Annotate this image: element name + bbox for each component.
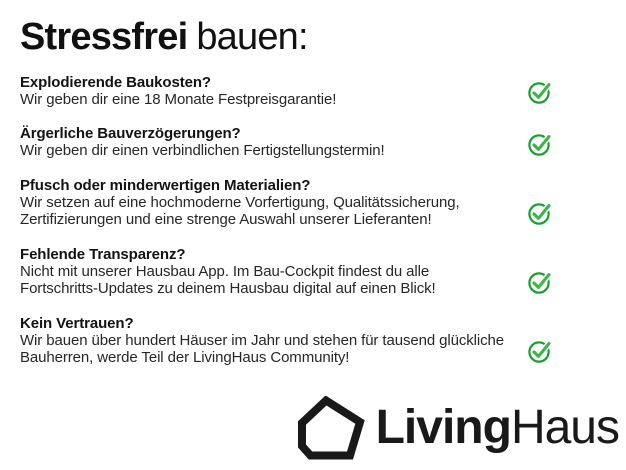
benefit-question: Pfusch oder minderwertigen Materialien? bbox=[20, 176, 311, 194]
house-outline-icon bbox=[296, 396, 368, 465]
benefit-question: Fehlende Transparenz? bbox=[20, 245, 186, 263]
title-bold: Stressfrei bbox=[20, 16, 188, 58]
benefit-text bbox=[20, 125, 507, 160]
benefit-item bbox=[20, 315, 626, 367]
check-circle-icon bbox=[527, 132, 552, 157]
check-circle-icon bbox=[527, 339, 552, 364]
benefit-question: Kein Vertrauen? bbox=[20, 314, 134, 332]
benefit-answer: Wir geben dir eine 18 Monate Festpreisgarantie! bbox=[20, 90, 337, 108]
logo-wordmark bbox=[375, 400, 619, 458]
page-title bbox=[20, 16, 626, 59]
check-circle-icon bbox=[527, 80, 552, 105]
benefit-item bbox=[20, 177, 626, 229]
benefit-text bbox=[20, 74, 507, 109]
benefit-item bbox=[20, 246, 626, 298]
brand-logo bbox=[296, 396, 619, 465]
benefit-question: Ärgerliche Bauverzögerungen? bbox=[20, 125, 241, 143]
benefit-text bbox=[20, 246, 507, 298]
benefit-answer: Wir setzen auf eine hochmoderne Vorfertigung, Qualitätssicherung, Zertifizierungen und eine strenge Auswahl unserer Lieferanten! bbox=[20, 193, 460, 229]
benefit-item bbox=[20, 125, 626, 160]
logo-text-light: Haus bbox=[510, 400, 619, 454]
benefit-item bbox=[20, 74, 626, 109]
benefit-answer: Wir bauen über hundert Häuser im Jahr und stehen für tausend glückliche Bauherren, werde Teil der LivingHaus Community! bbox=[20, 331, 505, 367]
check-circle-icon bbox=[527, 270, 552, 295]
title-regular: bauen: bbox=[196, 16, 308, 58]
benefit-text bbox=[20, 177, 507, 229]
benefit-answer: Nicht mit unserer Hausbau App. Im Bau-Cockpit findest du alle Fortschritts-Updates zu deinem Hausbau digital auf einen Blick! bbox=[20, 262, 436, 298]
benefit-answer: Wir geben dir einen verbindlichen Fertigstellungstermin! bbox=[20, 142, 385, 160]
benefit-question: Explodierende Baukosten? bbox=[20, 73, 211, 91]
check-circle-icon bbox=[527, 201, 552, 226]
benefit-text bbox=[20, 315, 507, 367]
logo-text-bold: Living bbox=[375, 400, 511, 454]
